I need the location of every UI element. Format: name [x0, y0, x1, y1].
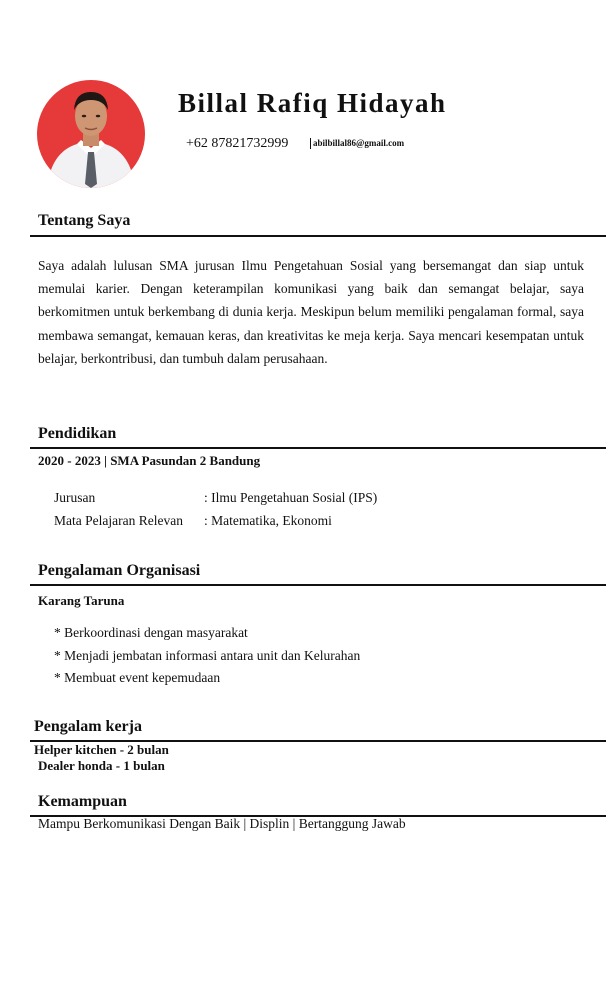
education-section-title: Pendidikan	[38, 425, 117, 442]
work-item: Dealer honda - 1 bulan	[38, 758, 165, 773]
skills-text: Mampu Berkomunikasi Dengan Baik | Displin | Bertanggung Jawab	[38, 816, 406, 831]
about-section-title: Tentang Saya	[38, 212, 131, 229]
education-row-value: : Matematika, Ekonomi	[204, 513, 332, 528]
phone-number: +62 87821732999	[186, 136, 289, 151]
education-row-label: Mata Pelajaran Relevan	[54, 513, 183, 528]
organization-bullet: * Membuat event kepemudaan	[54, 670, 221, 685]
education-row-label: Jurusan	[54, 490, 96, 505]
organization-bullet: * Menjadi jembatan informasi antara unit dan Kelurahan	[54, 648, 361, 663]
organization-bullet: * Berkoordinasi dengan masyarakat	[54, 625, 248, 640]
education-row-subjects	[54, 513, 332, 529]
organization-name: Karang Taruna	[38, 593, 125, 608]
section-divider	[30, 235, 606, 237]
portrait-image	[37, 80, 145, 188]
education-row-value: : Ilmu Pengetahuan Sosial (IPS)	[204, 490, 378, 505]
about-paragraph: Saya adalah lulusan SMA jurusan Ilmu Pengetahuan Sosial yang bersemangat dan siap untuk memulai karier. Dengan keterampilan komunikasi yang baik dan semangat belajar, saya berkomitmen untuk berkembang di dunia kerja. Meskipun belum memiliki pengalaman formal, saya membawa semangat, kemauan keras, dan kreativitas ke meja kerja. Saya mencari kesempatan untuk belajar, berkontribusi, dan tumbuh dalam perusahaan.	[38, 258, 584, 366]
work-item: Helper kitchen - 2 bulan	[34, 742, 169, 757]
skills-section-title: Kemampuan	[38, 793, 127, 810]
section-divider	[30, 584, 606, 586]
candidate-name: Billal Rafiq Hidayah	[178, 88, 447, 118]
section-divider	[30, 447, 606, 449]
education-row-major	[54, 490, 377, 506]
organization-section-title: Pengalaman Organisasi	[38, 562, 201, 579]
email-address: abilbillal86@gmail.com	[310, 138, 404, 149]
work-section-title: Pengalam kerja	[34, 718, 142, 735]
education-heading: 2020 - 2023 | SMA Pasundan 2 Bandung	[38, 453, 261, 468]
profile-photo	[37, 80, 145, 188]
